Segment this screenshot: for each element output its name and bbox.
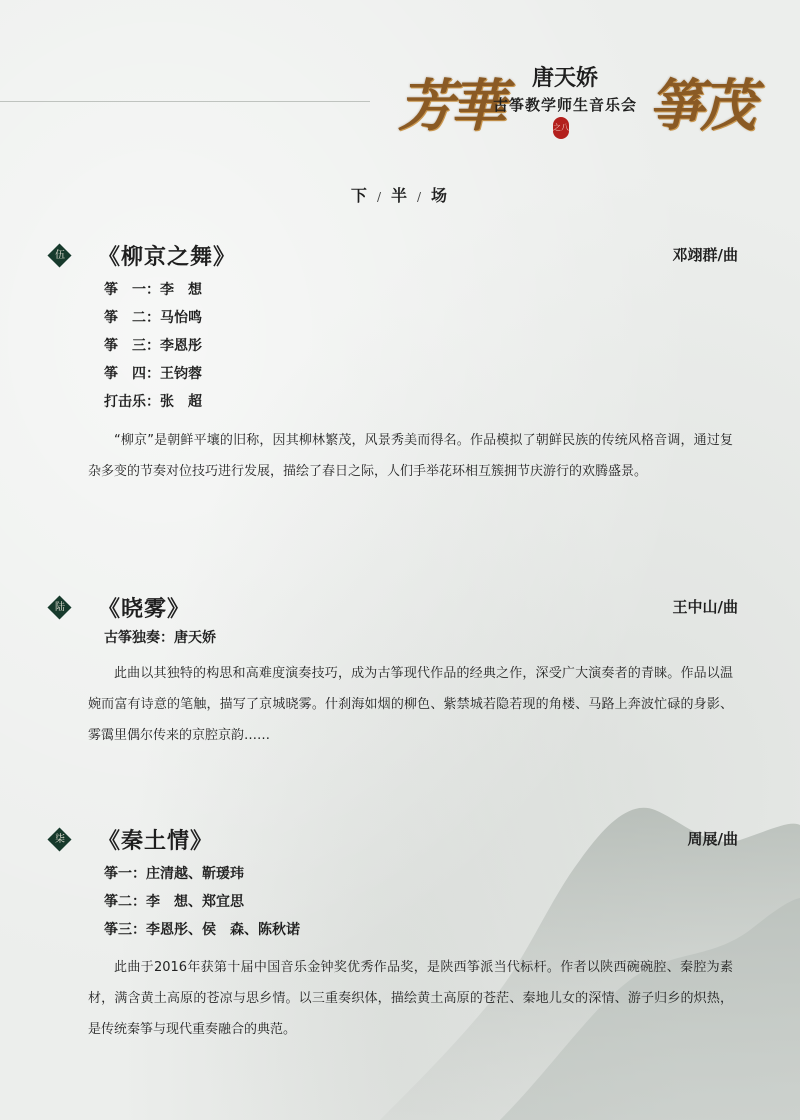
half-char-2: 半	[390, 186, 409, 205]
program-item-5	[48, 240, 738, 520]
performer-line: 筝 二：马怡鸣	[104, 310, 202, 326]
item-number: 柒	[55, 834, 65, 845]
calligraphy-right: 箏茂	[648, 73, 752, 139]
performer-list	[104, 860, 300, 944]
piece-description: 此曲以其独特的构思和高难度演奏技巧，成为古筝现代作品的经典之作，深受广大演奏者的青睐。作品以温婉而富有诗意的笔触，描写了京城晓雾。什刹海如烟的柳色、紫禁城若隐若现的角楼、马路上奔波忙碌的身影、雾霭里偶尔传来的京腔京韵……	[88, 666, 733, 743]
red-seal-stamp: 之八	[553, 117, 569, 139]
concert-subtitle: 古筝教学师生音乐会	[492, 96, 637, 114]
half-char-1: 下	[350, 186, 369, 205]
concert-performer-name: 唐天娇	[531, 65, 598, 91]
item-number-diamond	[48, 828, 72, 852]
performer-line: 古筝独奏：唐天娇	[104, 630, 216, 646]
performer-line: 打击乐：张 超	[104, 394, 202, 410]
piece-description: “柳京”是朝鲜平壤的旧称，因其柳林繁茂，风景秀美而得名。作品模拟了朝鲜民族的传统风格音调，通过复杂多变的节奏对位技巧进行发展，描绘了春日之际，人们手举花环相互簇拥节庆游行的欢腾盛景。	[88, 433, 733, 479]
program-item-7	[48, 824, 738, 1054]
half-char-3: 场	[431, 186, 450, 205]
half-separator-1: /	[376, 190, 383, 204]
performer-line: 筝二：李 想、郑宜思	[104, 894, 244, 910]
composer: 邓翊群/曲	[672, 246, 738, 264]
half-separator-2: /	[417, 190, 424, 204]
performer-list	[104, 276, 202, 416]
piece-title: 《秦土情》	[98, 828, 214, 854]
item-number: 陆	[55, 602, 65, 613]
composer: 王中山/曲	[672, 598, 738, 616]
composer: 周展/曲	[687, 830, 738, 848]
item-number-diamond	[48, 244, 72, 268]
performer-line: 筝一：庄清越、靳瑗玮	[104, 866, 244, 882]
item-number: 伍	[55, 250, 65, 261]
piece-title: 《柳京之舞》	[98, 244, 237, 270]
program-item-6	[48, 592, 738, 772]
header-rule	[0, 101, 370, 102]
performer-line: 筝 三：李恩彤	[104, 338, 202, 354]
calligraphy-left: 芳華	[398, 73, 502, 139]
performer-line: 筝 四：王钧蓉	[104, 366, 202, 382]
second-half-heading	[0, 183, 800, 206]
piece-description: 此曲于2016年获第十届中国音乐金钟奖优秀作品奖，是陕西筝派当代标杆。作者以陕西碗碗腔、秦腔为素材，满含黄土高原的苍凉与思乡情。以三重奏织体，描绘黄土高原的苍茫、秦地儿女的深情、游子归乡的炽热，是传统秦筝与现代重奏融合的典范。	[88, 960, 733, 1037]
performer-line: 筝 一：李 想	[104, 282, 202, 298]
piece-title: 《晓雾》	[98, 596, 191, 622]
performer-list	[104, 624, 216, 652]
item-number-diamond	[48, 596, 72, 620]
performer-line: 筝三：李恩彤、侯 森、陈秋诺	[104, 922, 300, 938]
